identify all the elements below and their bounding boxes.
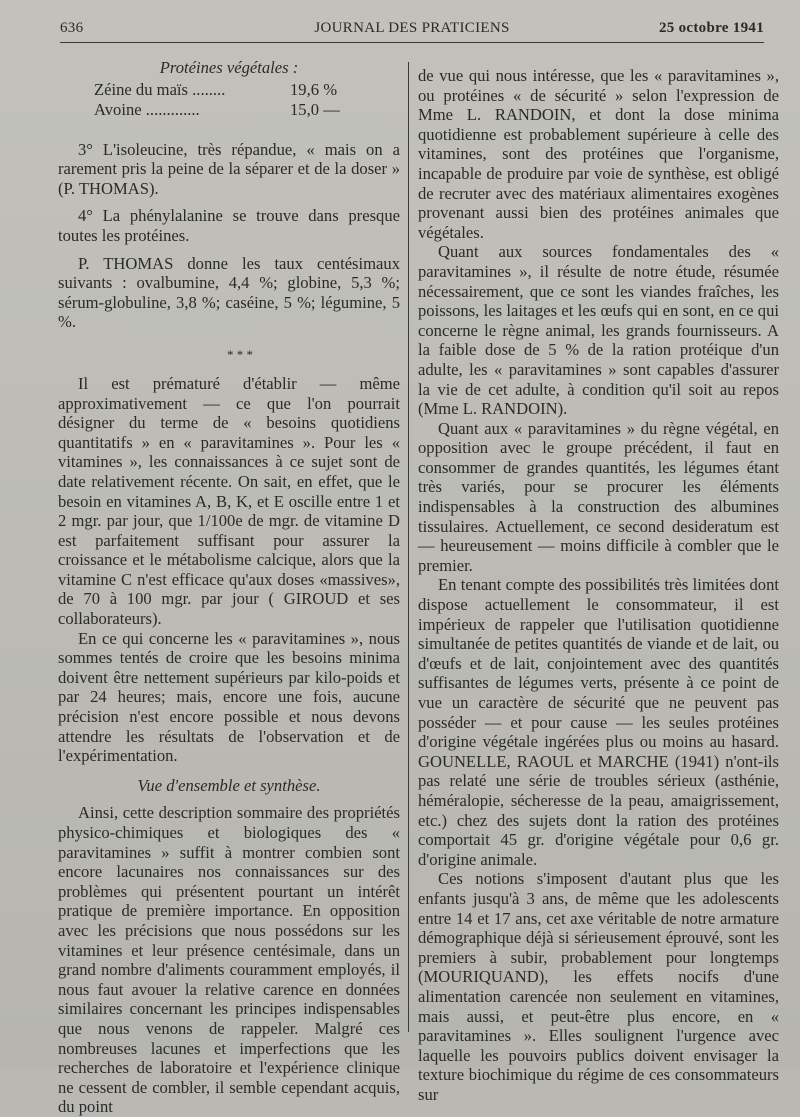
- paragraph-isoleucine: 3° L'isoleucine, très répandue, « mais on a rarement pris la peine de la séparer et de la doser » (P. THOMAS).: [58, 139, 400, 198]
- paragraph-paravitamins-needs: En ce qui concerne les « paravitamines », nous sommes tentés de croire que les besoins minima doivent être nettement supérieurs par kilo-poids et par 24 heures; mais, encore une fois, aucune précision n'est encore possible et nous devons attendre les résultats de l'observation et de l'expérimentation.: [58, 628, 400, 766]
- paragraph-daily-needs: Il est prématuré d'établir — même approximativement — ce que l'on pourrait désigner du terme de « besoins quotidiens quantitatifs » en « paravitamines ». Pour les « vitamines », les connaissances à ce sujet sont de date relativement récente. On sait, en effet, que le besoin en vitamines A, B, K, et E oscille entre 1 et 2 mgr. par jour, que 1/100e de mgr. de vitamine D est parfaitement suffisant pour assurer la croissance et le métabolisme calcique, alors que la vitamine C n'est efficace qu'aux doses «massives», de 70 à 100 mgr. par jour ( GIROUD et ses collaborateurs).: [58, 373, 400, 629]
- protein-row: [58, 80, 400, 100]
- protein-value: 19,6 %: [290, 79, 338, 99]
- paragraph-continued: de vue qui nous intéresse, que les « paravitamines », ou protéines « de sécurité » selon l'expression de Mme L. RANDOIN, et dont la dose minima quotidienne est probablement supérieure à celle des vitamines, sont des protéines que l'organisme, incapable de produire par voie de synthèse, est obligé de recruter avec des matériaux alimentaires exogènes provenant aussi bien des protéines animales que végétales.: [418, 66, 779, 242]
- paragraph-children: Ces notions s'imposent d'autant plus que les enfants jusqu'à 3 ans, de même que les adolescents entre 14 et 17 ans, cet axe véritable de notre armature démographique déjà si sérieusement éprouvé, sont les premiers à subir, probablement pour longtemps (MOURIQUAND), les effets nocifs d'une alimentation carencée non seulement en vitamines, mais aussi, et peut-être plus encore, en « paravitamines ». Elles soulignent l'urgence avec laquelle les pouvoirs publics doivent envisager la texture biochimique du régime de ces consommateurs sur: [418, 869, 779, 1104]
- paragraph-vegetal: Quant aux « paravitamines » du règne végétal, en opposition avec le groupe précédent, il faut en consommer de grandes quantités, les légumes étant très variés, pour se procurer les éléments indispensables à la construction des albumines tissulaires. Actuellement, ce second desideratum est — heureusement — moins difficile à combler que le premier.: [418, 418, 779, 575]
- proteins-table-title: Protéines végétales :: [159, 58, 299, 77]
- journal-title: JOURNAL DES PRATICIENS: [314, 20, 510, 36]
- page-number: 636: [60, 20, 84, 36]
- paragraph-sources: Quant aux sources fondamentales des « paravitamines », il résulte de notre étude, résumée nécessairement, que ce sont les viandes fraîches, les poissons, les laitages et les œufs qui en sont, en ce qui concerne le règne animal, les grands fournisseurs. A la faible dose de 5 % de la ration protéique d'un adulte, les « paravitamines » sont capables d'assurer la vie de cet adulte, à condition qu'il soit au repos (Mme L. RANDOIN).: [418, 242, 779, 419]
- protein-value: 15,0 —: [290, 99, 340, 119]
- section-heading: Vue d'ensemble et synthèse.: [137, 775, 321, 795]
- paragraph-consumer: En tenant compte des possibilités très limitées dont dispose actuellement le consommateur, il est impérieux de rappeler que l'utilisation quotidienne simultanée de petites quantités de viande et de lait, ou d'œufs et de lait, conjointement avec des quantités suffisantes de légumes verts, présente à ce point de vue un caractère de sécurité que ne peuvent pas posséder — et pour cause — les seules protéines d'origine végétale ingérées plus ou moins au hasard. GOUNELLE, RAOUL et MARCHE (1941) n'ont-ils pas relaté une série de troubles sérieux (asthénie, héméralopie, sécheresse de la peau, amaigrissement, etc.) chez des sujets dont la ration des protéines comportait 45 gr. d'origine végétale pour 0,6 gr. d'origine animale.: [418, 575, 779, 869]
- issue-date: 25 octobre 1941: [658, 20, 764, 36]
- paragraph-thomas-rates: P. THOMAS donne les taux centésimaux suivants : ovalbumine, 4,4 %; globine, 5,3 %; sérum-globuline, 3,8 %; caséine, 5 %; légumine, 5 %.: [58, 253, 400, 332]
- paragraph-phenylalanine: 4° La phénylalanine se trouve dans presque toutes les protéines.: [58, 206, 400, 245]
- left-column: [58, 58, 400, 1117]
- paragraph-synthesis: Ainsi, cette description sommaire des propriétés physico-chimiques et biologiques des « paravitamines » suffit à montrer combien sont encore lacunaires nos connaissances sur des problèmes qui présentent pourtant un intérêt pratique de première importance. En opposition avec les précisions que nous possédons sur les vitamines et leur présence centésimale, dans un grand nombre d'aliments couramment employés, il nous faut avouer la relative carence en données similaires concernant les principes indispensables que nous venons de rappeler. Malgré ces nombreuses lacunes et imperfections que les recherches de laboratoire et l'expérience clinique ne cessent de combler, il semble cependant acquis, du point: [58, 803, 400, 1117]
- section-asterism: * * *: [227, 346, 253, 362]
- protein-name: Avoine .............: [94, 99, 200, 119]
- running-header: [60, 18, 764, 43]
- protein-row: [58, 100, 400, 120]
- column-divider: [408, 62, 409, 1032]
- right-column: [418, 66, 779, 1104]
- protein-name: Zéine du maïs ........: [94, 79, 226, 99]
